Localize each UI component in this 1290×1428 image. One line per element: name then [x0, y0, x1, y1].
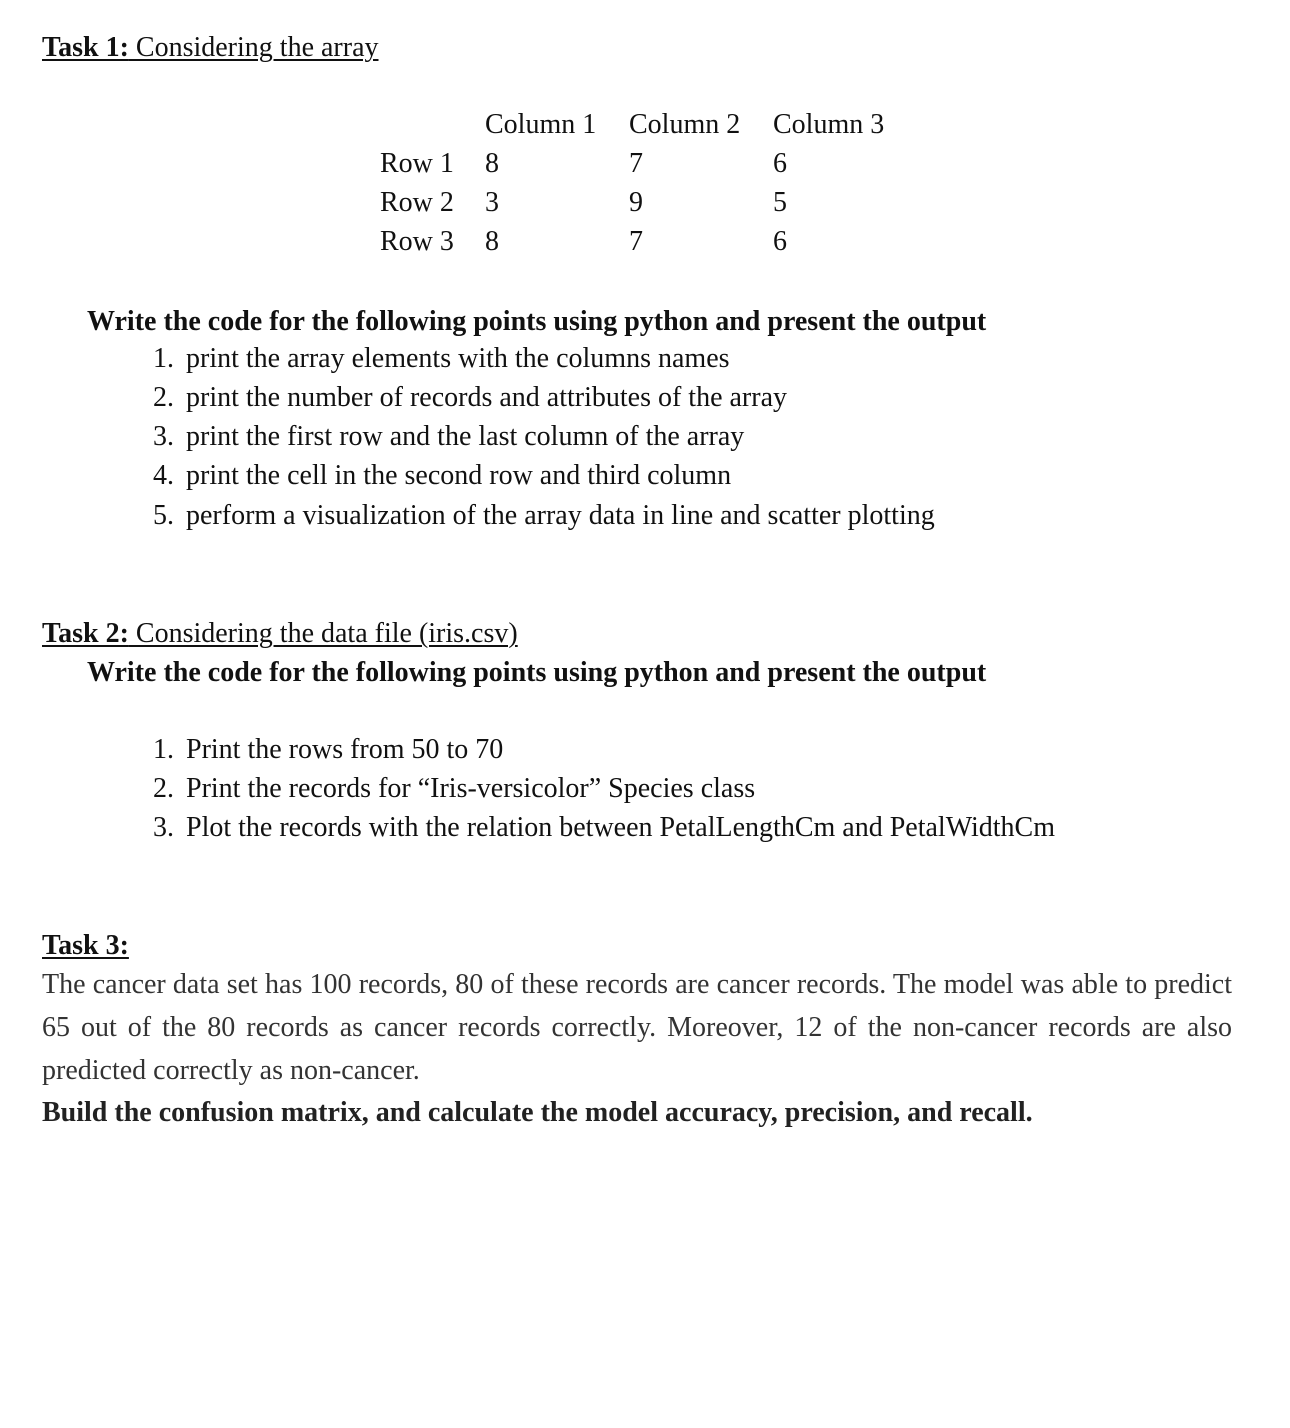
column-header-1: Column 1 [485, 109, 597, 140]
list-item: 1. print the array elements with the columns names [153, 343, 730, 374]
list-item: 1. Print the rows from 50 to 70 [153, 734, 504, 765]
cell-r2-c2: 9 [629, 187, 643, 218]
cell-r2-c3: 5 [773, 187, 787, 218]
task1-title: Considering the array [128, 32, 379, 63]
list-item: 5. perform a visualization of the array data in line and scatter plotting [153, 500, 935, 531]
task1-label: Task 1: [42, 32, 129, 63]
list-item: 4. print the cell in the second row and third column [153, 460, 732, 491]
task3-paragraph: The cancer data set has 100 records, 80 of these records are cancer records. The model was able to predict 65 out of the 80 records as cancer records correctly. Moreover, 12 of the non-cancer records are also predicted correctly as non-cancer. [42, 969, 1232, 1086]
task3-heading: Task 3: [42, 930, 129, 961]
cell-r2-c1: 3 [485, 187, 499, 218]
row-label-3: Row 3 [380, 226, 454, 257]
task1-heading [42, 34, 379, 62]
row-label-1: Row 1 [380, 148, 454, 179]
list-item: 2. print the number of records and attributes of the array [153, 382, 788, 413]
cell-r1-c3: 6 [773, 148, 787, 179]
task2-instruction: Write the code for the following points using python and present the output [87, 657, 987, 688]
cell-r1-c2: 7 [629, 148, 643, 179]
column-header-3: Column 3 [773, 109, 885, 140]
task1-instruction: Write the code for the following points using python and present the output [87, 306, 987, 337]
task2-heading [42, 620, 518, 648]
task2-title: Considering the data file (iris.csv) [128, 618, 518, 649]
task2-label: Task 2: [42, 618, 129, 649]
cell-r3-c3: 6 [773, 226, 787, 257]
row-label-2: Row 2 [380, 187, 454, 218]
cell-r3-c1: 8 [485, 226, 499, 257]
cell-r1-c1: 8 [485, 148, 499, 179]
cell-r3-c2: 7 [629, 226, 643, 257]
task3-instruction: Build the confusion matrix, and calculate the model accuracy, precision, and recall. [42, 1097, 1033, 1128]
list-item: 3. print the first row and the last column of the array [153, 421, 745, 452]
column-header-2: Column 2 [629, 109, 741, 140]
list-item: 3. Plot the records with the relation between PetalLengthCm and PetalWidthCm [153, 812, 1056, 843]
list-item: 2. Print the records for “Iris-versicolor” Species class [153, 773, 756, 804]
